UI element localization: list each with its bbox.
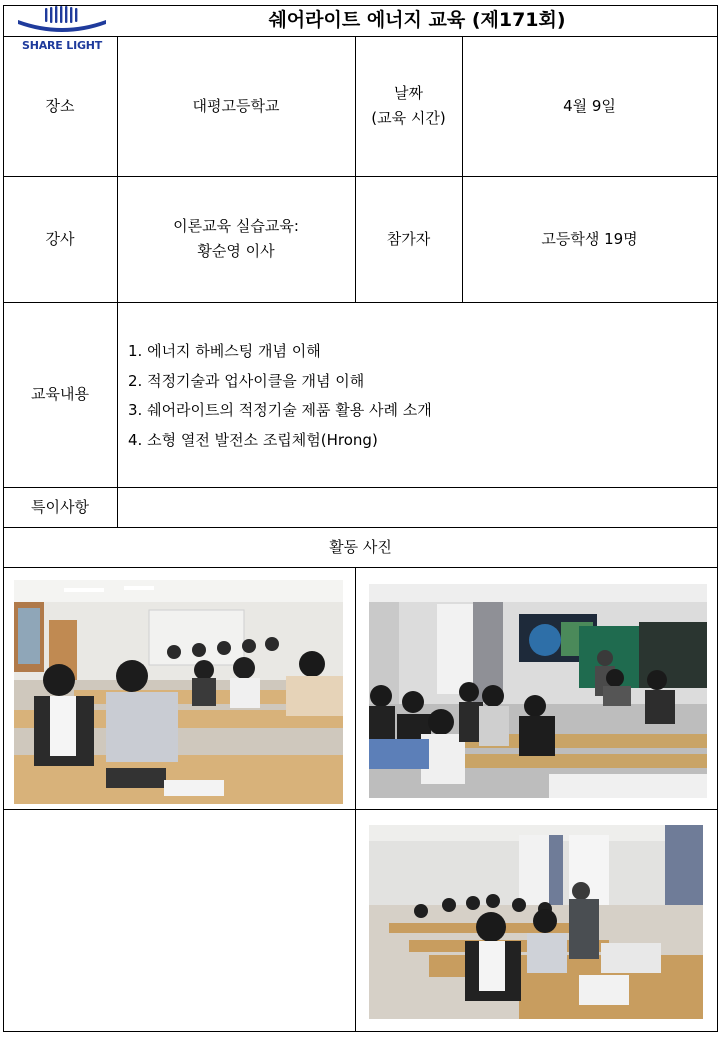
share-light-logo [14,6,110,52]
date-value: 4월 9일 [563,96,616,115]
photos-header: 활동 사진 [329,537,392,556]
content-item: 2. 적정기술과 업사이클을 개념 이해 [128,371,365,390]
content-label: 교육내용 [31,385,89,404]
lecturer-value-line2: 황순영 이사 [197,242,275,260]
content-item: 1. 에너지 하베스팅 개념 이해 [128,342,321,360]
row-divider [3,809,718,810]
content-list [128,337,432,455]
lecturer-value [117,176,355,302]
lecturer-label: 강사 [45,229,75,248]
notes-value [117,487,717,527]
table-border-right [717,5,718,1032]
notes-label: 특이사항 [31,497,89,516]
row-divider [3,567,718,568]
content-item: 4. 소형 열전 발전소 조립체험(Hrong) [128,430,378,449]
place-value: 대평고등학교 [192,96,280,115]
logo-text: SHARE LIGHT [22,39,103,52]
classroom-photo-3 [369,825,703,1019]
logo-mark-icon [14,6,110,38]
date-label-line2: (교육 시간) [371,109,446,127]
content-item: 3. 쉐어라이트의 적정기술 제품 활용 사례 소개 [128,401,432,419]
page-title: 쉐어라이트 에너지 교육 (제171회) [268,8,566,31]
participants-value: 고등학생 19명 [541,229,638,248]
date-label-line1: 날짜 [394,84,423,103]
classroom-photo-1 [14,580,343,804]
lecturer-value-line1: 이론교육 실습교육: [173,217,299,236]
col-divider [355,567,356,1032]
table-border-bottom [3,1031,718,1032]
date-label [355,36,462,176]
classroom-photo-2 [369,584,707,798]
participants-label: 참가자 [386,229,431,248]
place-label: 장소 [45,96,75,115]
